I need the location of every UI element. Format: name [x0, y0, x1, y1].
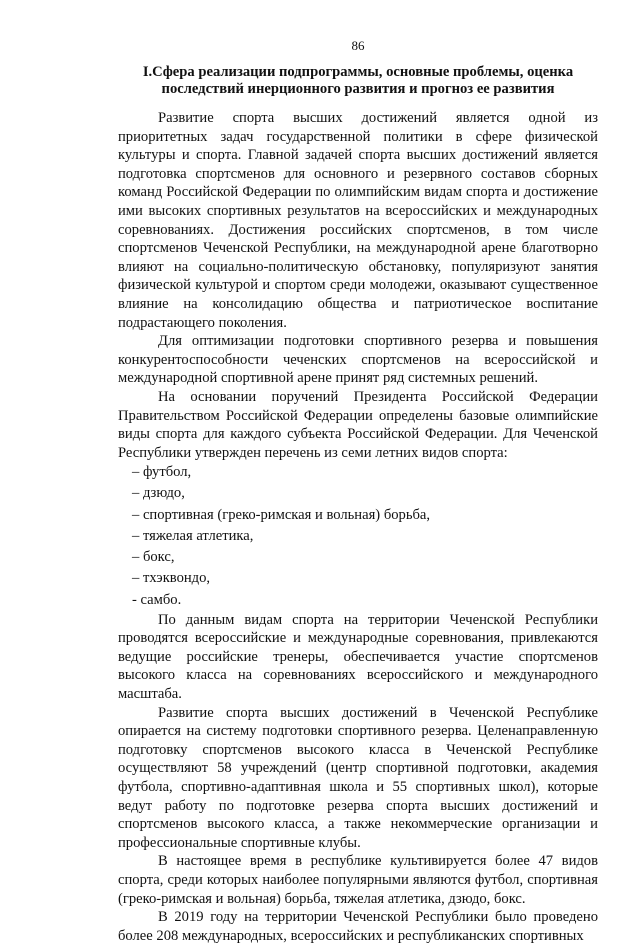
paragraph-1: Развитие спорта высших достижений является одной из приоритетных задач государственной политики в сфере физической культуры и спорта. Главной задачей спорта высших достижений является подготовка спортсменов для основного и резервного составов сборных команд Российской Федерации по олимпийским видам спорта и достижение ими высоких спортивных результатов на всероссийских и международных соревнованиях. Достижения российских спортсменов, в том числе спортсменов Чеченской Республики, на международной арене благотворно влияют на социально-политическую обстановку, популяризуют занятия физической культурой и спортом среди молодежи, оказывают существенное влияние на консолидацию общества и патриотическое воспитание подрастающего поколения.: [118, 110, 598, 331]
paragraph-5: Развитие спорта высших достижений в Чеченской Республике опирается на систему подготовки спортивного резерва. Целенаправленную подготовку спортсменов высокого класса в Чеченской Республике осуществляют 58 учреждений (центр спортивной подготовки, академия футбола, спортивно-адаптивная школа и 55 спортивных школ), которые ведут работу по подготовке резерва спорта высших достижений и спортсменов высокого класса, а также некоммерческие организации и профессиональные спортивные клубы.: [118, 704, 598, 851]
paragraph-6: В настоящее время в республике культивируется более 47 видов спорта, среди которых наиболее популярными являются футбол, спортивная (греко-римская и вольная) борьба, тяжелая атлетика, дзюдо, бокс.: [118, 853, 598, 907]
paragraph-2: Для оптимизации подготовки спортивного резерва и повышения конкурентоспособности чеченских спортсменов на всероссийской и международной спортивной арене принят ряд системных решений.: [118, 333, 598, 387]
sports-list-item: – футбол,: [132, 464, 192, 481]
page-number: 86: [351, 38, 365, 53]
paragraph-7: В 2019 году на территории Чеченской Республики было проведено более 208 международных, всероссийских и республиканских спортивных: [118, 909, 598, 944]
sports-list-item: – спортивная (греко-римская и вольная) борьба,: [132, 506, 431, 523]
sports-list: [118, 462, 598, 610]
sports-list-item: – бокс,: [132, 549, 175, 566]
paragraph-3: На основании поручений Президента Российской Федерации Правительством Российской Федерации определены базовые олимпийские виды спорта для каждого субъекта Российской Федерации. Для Чеченской Республики утвержден перечень из семи летних видов спорта:: [118, 388, 598, 461]
sports-list-item: – дзюдо,: [132, 485, 185, 502]
sports-list-item: – тяжелая атлетика,: [132, 527, 254, 544]
sports-list-item: – тхэквондо,: [132, 570, 211, 587]
sports-list-item: - самбо.: [132, 591, 182, 608]
paragraph-4: По данным видам спорта на территории Чеченской Республики проводятся всероссийские и международные соревнования, привлекаются ведущие российские тренеры, обеспечивается участие спортсменов высокого класса на соревнованиях всероссийского и международного масштаба.: [118, 611, 598, 703]
section-heading: I.Сфера реализации подпрограммы, основные проблемы, оценка последствий инерционного развития и прогноз ее развития: [142, 64, 574, 97]
